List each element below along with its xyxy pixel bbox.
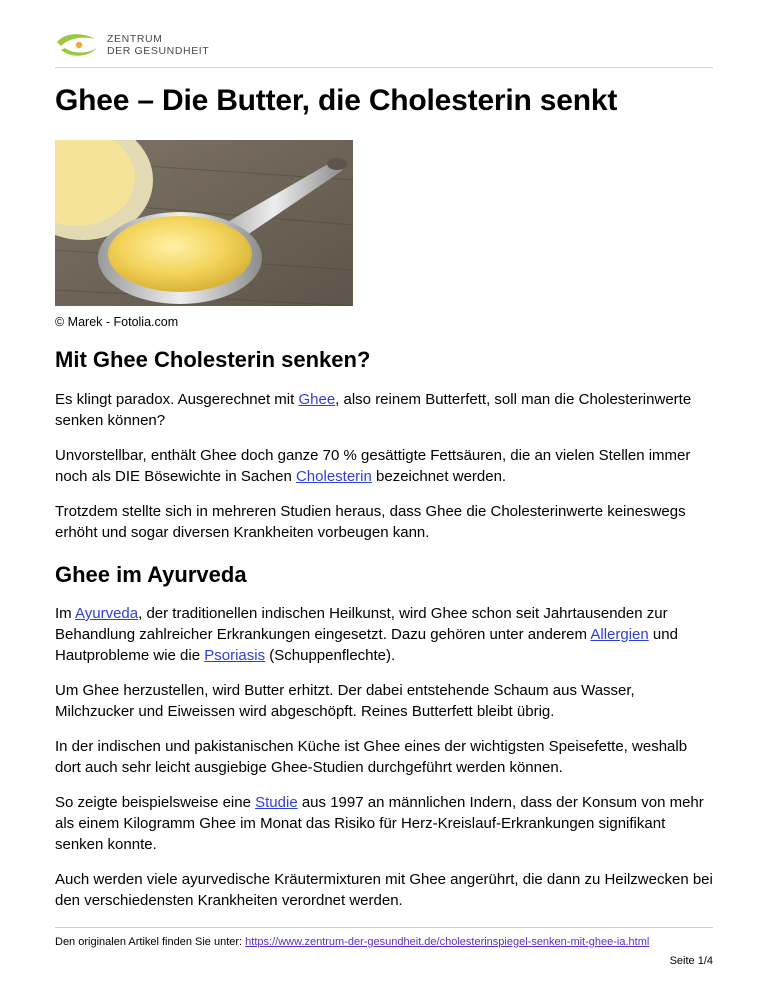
page-title: Ghee – Die Butter, die Cholesterin senkt <box>55 84 618 117</box>
paragraph <box>55 792 715 855</box>
article-body <box>55 340 715 911</box>
paragraph <box>55 389 715 431</box>
link-ayurveda[interactable]: Ayurveda <box>75 605 139 622</box>
text-run: So zeigte beispielsweise eine <box>55 794 256 811</box>
image-caption: © Marek - Fotolia.com <box>55 315 179 329</box>
section-heading: Ghee im Ayurveda <box>55 562 247 587</box>
brand-line-2: DER GESUNDHEIT <box>107 45 210 57</box>
link-psoriasis[interactable]: Psoriasis <box>204 647 266 664</box>
ghee-photo <box>55 140 353 306</box>
paragraph: Auch werden viele ayurvedische Kräutermixturen mit Ghee angerührt, die dann zu Heilzwecken bei den verschiedensten Krankheiten verordnet werden. <box>55 871 713 909</box>
link-studie[interactable]: Studie <box>255 794 298 811</box>
paragraph: Trotzdem stellte sich in mehreren Studien heraus, dass Ghee die Cholesterinwerte keineswegs erhöht und sogar diversen Krankheiten vorbeugen kann. <box>55 503 686 541</box>
header-divider <box>55 67 713 68</box>
link-allergien[interactable]: Allergien <box>590 626 649 643</box>
section-heading: Mit Ghee Cholesterin senken? <box>55 347 371 372</box>
paragraph <box>55 445 715 487</box>
paragraph: In der indischen und pakistanischen Küche ist Ghee eines der wichtigsten Speisefette, weshalb dort auch sehr leicht ausgiebige Ghee-Studien durchgeführt werden können. <box>55 738 688 776</box>
brand-logo-icon <box>55 30 101 60</box>
text-run: aus 1997 an männlichen Indern, dass der Konsum von mehr als einem Kilogramm Ghee im Monat das Risiko für Herz-Kreislauf-Erkrankungen signifikant senken konnte. <box>55 794 704 853</box>
text-run: Es klingt paradox. Ausgerechnet mit <box>55 391 299 408</box>
text-run: , der traditionellen indischen Heilkunst, wird Ghee schon seit Jahrtausenden zur Behandlung zahlreicher Erkrankungen eingesetzt. Dazu gehören unter anderem <box>55 605 668 643</box>
text-run: (Schuppenflechte). <box>265 647 396 664</box>
footer-text: Den originalen Artikel finden Sie unter: <box>55 936 246 948</box>
text-run: Unvorstellbar, enthält Ghee doch ganze 70 % gesättigte Fettsäuren, die an vielen Stellen immer noch als DIE Bösewichte in Sachen <box>55 447 691 485</box>
paragraph: Um Ghee herzustellen, wird Butter erhitzt. Der dabei entstehende Schaum aus Wasser, Milchzucker und Eiweissen wird abgeschöpft. Reines Butterfett bleibt übrig. <box>55 682 635 720</box>
page-number: Seite 1/4 <box>669 955 713 967</box>
text-run: bezeichnet werden. <box>371 468 507 485</box>
paragraph <box>55 603 715 666</box>
link-cholesterin[interactable]: Cholesterin <box>295 468 372 485</box>
footer-source <box>55 936 649 948</box>
brand-name <box>107 33 209 57</box>
text-run: und Hautprobleme wie die <box>55 626 678 664</box>
footer-divider <box>55 927 713 928</box>
text-run: , also reinem Butterfett, soll man die Cholesterinwerte senken können? <box>55 391 692 429</box>
link-ghee[interactable]: Ghee <box>298 391 336 408</box>
brand-line-1: ZENTRUM <box>107 33 163 45</box>
footer-source-link[interactable]: https://www.zentrum-der-gesundheit.de/cholesterinspiegel-senken-mit-ghee-ia.html <box>245 936 650 948</box>
site-header <box>55 28 209 62</box>
text-run: Im <box>55 605 76 622</box>
